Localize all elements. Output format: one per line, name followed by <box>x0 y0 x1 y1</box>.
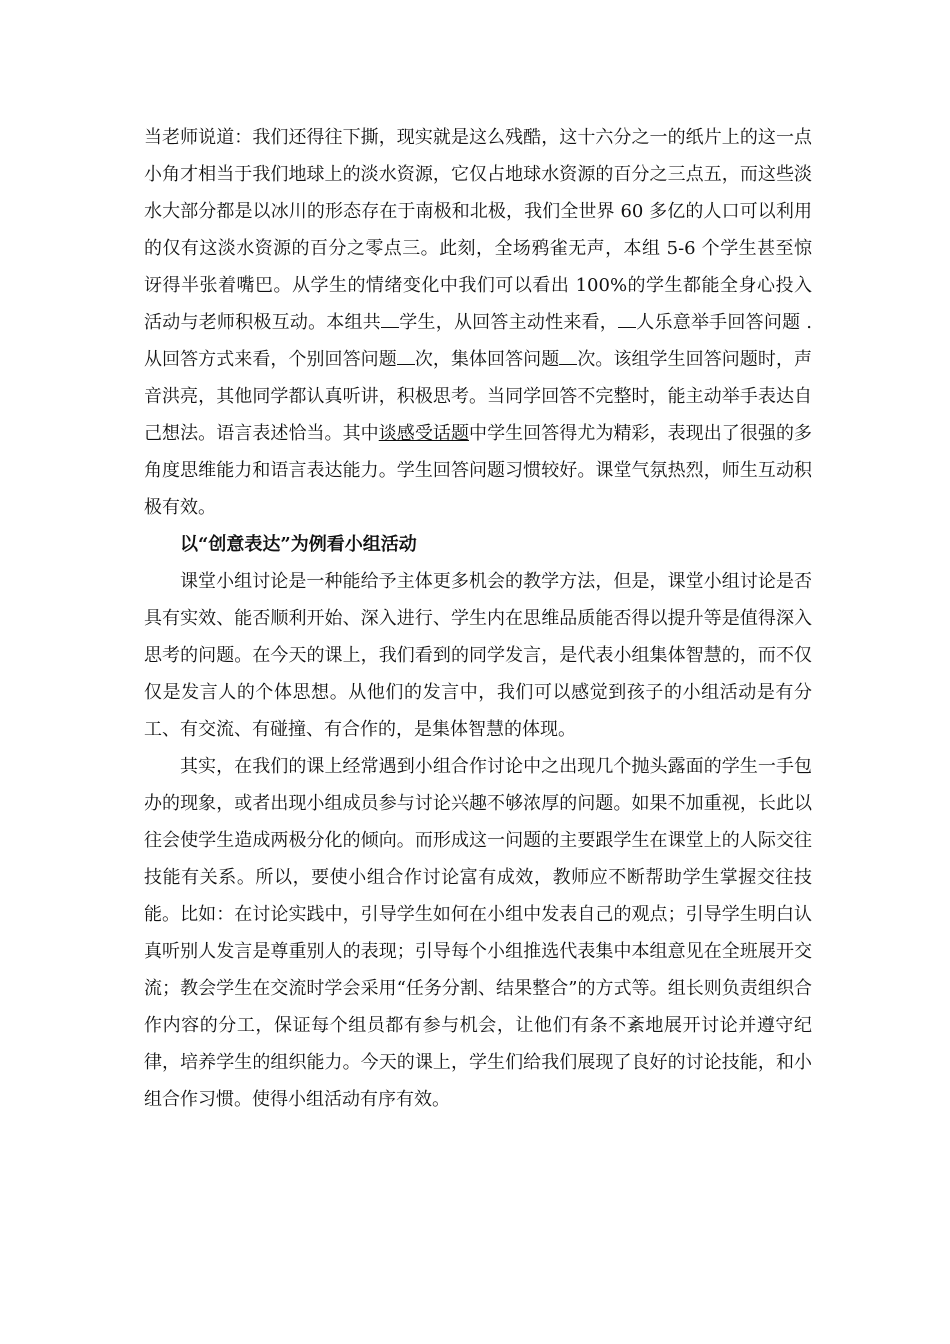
fill-in-blank <box>397 350 415 365</box>
fill-in-blank <box>381 313 399 328</box>
paragraph-communication-skills: 其实，在我们的课上经常遇到小组合作讨论中之出现几个抛头露面的学生一手包办的现象，或者出现小组成员参与讨论兴趣不够浓厚的问题。如果不加重视，长此以往会使学生造成两极分化的倾向。而形成这一问题的主要跟学生在课堂上的人际交往技能有关系。所以，要使小组合作讨论富有成效，教师应不断帮助学生掌握交往技能。比如：在讨论实践中，引导学生如何在小组中发表自己的观点；引导学生明白认真听别人发言是尊重别人的表现；引导每个小组推选代表集中本组意见在全班展开交流；教会学生在交流时学会采用“任务分割、结果整合”的方式等。组长则负责组织合作内容的分工，保证每个组员都有参与机会，让他们有条不紊地展开讨论并遵守纪律，培养学生的组织能力。今天的课上，学生们给我们展现了良好的讨论技能，和小组合作习惯。使得小组活动有序有效。 <box>144 756 812 1110</box>
paragraph-text: 学生，从回答主动性来看， <box>399 312 619 333</box>
paragraph-text: 次，集体回答问题 <box>414 349 560 370</box>
paragraph-text: 当老师说道：我们还得往下撕，现实就是这么残酷，这十六分之一的纸片上的这一点小角才相当于我们地球上的淡水资源，它仅占地球水资源的百分之三点五，而这些淡水大部分都是以冰川的形态存在于南极和北极，我们全世界 60 多亿的人口可以利用的仅有这淡水资源的百分之零点三。此刻，全场鸦雀无声，本组 5-6 个学生甚至惊讶得半张着嘴巴。从学生的情绪变化中我们可以看出 100%的学生都能全身心投入活动与老师积极互动。本组共 <box>144 127 812 333</box>
fill-in-blank <box>559 350 577 365</box>
paragraph-observation <box>144 119 812 526</box>
section-heading: 以“创意表达”为例看小组活动 <box>180 534 417 555</box>
fill-in-blank <box>618 313 636 328</box>
paragraph-text: 次。该组学生回答问题时，声音洪亮，其他同学都认真听讲，积极思考。当同学回答不完整时，能主动举手表达自己想法。语言表述恰当。其中 <box>144 349 813 444</box>
document-body <box>144 119 812 1118</box>
underlined-topic: 谈感受话题 <box>378 423 470 444</box>
paragraph-group-discussion: 课堂小组讨论是一种能给予主体更多机会的教学方法，但是，课堂小组讨论是否具有实效、能否顺利开始、深入进行、学生内在思维品质能否得以提升等是值得深入思考的问题。在今天的课上，我们看到的同学发言，是代表小组集体智慧的，而不仅仅是发言人的个体思想。从他们的发言中，我们可以感觉到孩子的小组活动是有分工、有交流、有碰撞、有合作的，是集体智慧的体现。 <box>144 571 812 740</box>
paragraph-text: 中学生回答得尤为精彩，表现出了很强的多角度思维能力和语言表达能力。学生回答问题习惯较好。课堂气氛热烈，师生互动积极有效。 <box>144 423 813 518</box>
paragraph-text: 人乐意举手回答问题 . 从回答方式来看，个别回答问题 <box>144 312 813 370</box>
